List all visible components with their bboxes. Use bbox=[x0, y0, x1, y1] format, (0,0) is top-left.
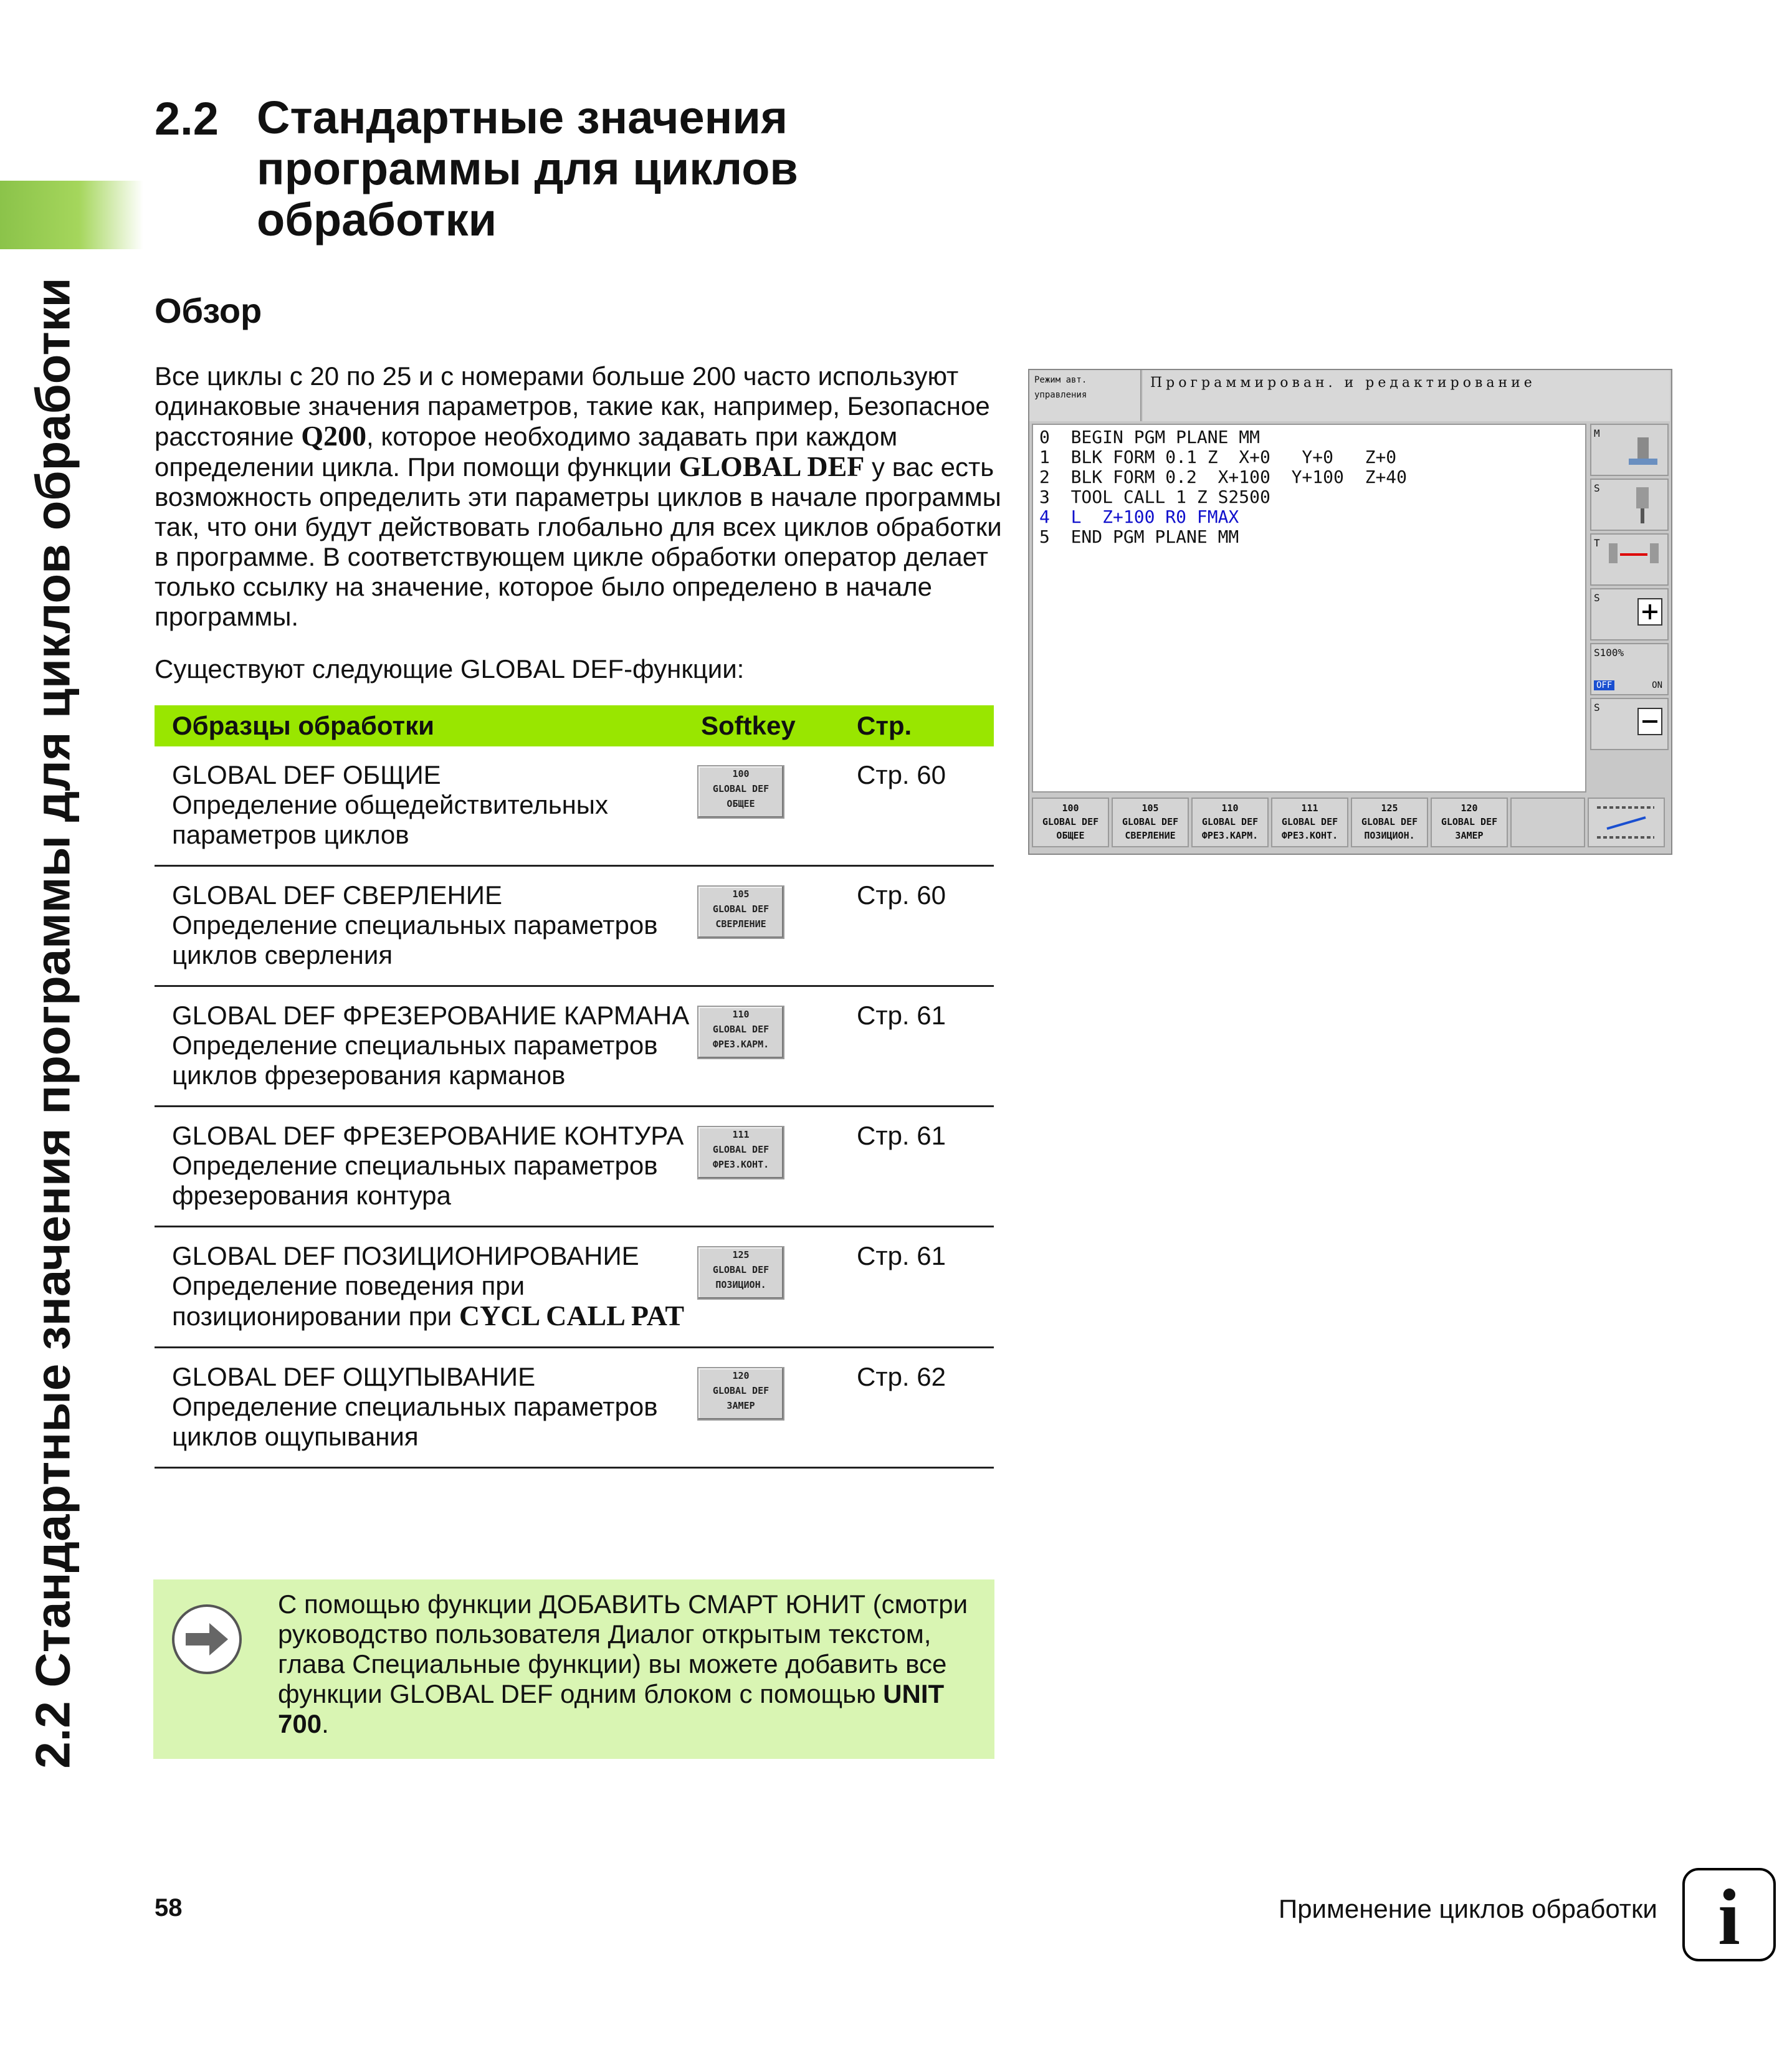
softkey-sub: ПОЗИЦИОН. bbox=[715, 1279, 766, 1290]
side-softkey-spindle-minus[interactable] bbox=[1590, 698, 1669, 750]
global-def-table bbox=[155, 705, 994, 1469]
row-title: GLOBAL DEF ФРЕЗЕРОВАНИЕ КАРМАНА bbox=[172, 1001, 690, 1030]
softkey-sub: СВЕРЛЕНИЕ bbox=[715, 918, 766, 930]
intro-q200: Q200 bbox=[301, 420, 367, 452]
row-desc: Определение общедействительных параметров циклов bbox=[172, 790, 608, 849]
softkey-label: GLOBAL DEF bbox=[712, 903, 770, 915]
softkey-cell bbox=[701, 986, 857, 1107]
note-box bbox=[153, 1579, 994, 1759]
softkey-label: GLOBAL DEF bbox=[712, 1144, 770, 1155]
softkey-cell bbox=[701, 746, 857, 866]
side-softkey-t[interactable] bbox=[1590, 533, 1669, 586]
subheading: Обзор bbox=[155, 291, 262, 330]
screen-softkey-general[interactable] bbox=[1032, 798, 1109, 847]
softkey-number: 120 bbox=[732, 1370, 750, 1381]
row-page-ref: Стр. 61 bbox=[857, 1227, 994, 1348]
row-desc: Определение специальных параметров циклов ощупывания bbox=[172, 1392, 658, 1451]
screen-softkey-next-row[interactable] bbox=[1588, 798, 1665, 847]
screen-side-softkeys bbox=[1590, 424, 1669, 791]
screen-mode-line1: Режим авт. bbox=[1034, 375, 1087, 385]
softkey-label: GLOBAL DEF bbox=[712, 1264, 770, 1275]
spindle-icon bbox=[1630, 485, 1655, 526]
side-softkey-letter: S bbox=[1594, 482, 1600, 494]
softkey-number: 105 bbox=[1141, 803, 1159, 814]
softkey-number: 125 bbox=[732, 1249, 750, 1260]
softkey-label: GLOBAL DEF bbox=[712, 1385, 770, 1396]
softkey-number: 111 bbox=[732, 1129, 750, 1140]
note-text-2: . bbox=[322, 1709, 329, 1738]
table-row bbox=[155, 1227, 994, 1348]
softkey-sub: ОБЩЕЕ bbox=[727, 798, 755, 809]
softkey-sub: ПОЗИЦИОН. bbox=[1364, 830, 1415, 841]
softkey-sub: ОБЩЕЕ bbox=[1056, 830, 1085, 841]
row-description bbox=[155, 1107, 701, 1227]
row-desc bbox=[172, 1271, 701, 1331]
softkey-cell bbox=[701, 1348, 857, 1468]
softkey-number: 105 bbox=[732, 888, 750, 900]
plus-icon bbox=[1637, 598, 1662, 626]
row-page-ref: Стр. 62 bbox=[857, 1348, 994, 1468]
tool-change-icon bbox=[1604, 541, 1664, 579]
program-line: 5 END PGM PLANE MM bbox=[1039, 526, 1239, 547]
row-title: GLOBAL DEF ПОЗИЦИОНИРОВАНИЕ bbox=[172, 1241, 639, 1270]
softkey-number: 100 bbox=[1062, 803, 1079, 814]
col-header-softkey: Softkey bbox=[701, 705, 857, 746]
side-softkey-override[interactable] bbox=[1590, 643, 1669, 695]
softkey-label: GLOBAL DEF bbox=[712, 1024, 770, 1035]
program-line: 1 BLK FORM 0.1 Z X+0 Y+0 Z+0 bbox=[1039, 447, 1397, 467]
row-title: GLOBAL DEF ОЩУПЫВАНИЕ bbox=[172, 1362, 536, 1391]
softkey-label: GLOBAL DEF bbox=[1201, 816, 1259, 827]
intro-text-1: Все циклы с 20 по 25 и с номерами больше 200 часто используют одинаковые значения параметров, такие как, например, Безопасное расстояние bbox=[155, 361, 990, 451]
section-title: Стандартные значения программы для циклов обработки bbox=[257, 92, 798, 245]
row-page-ref: Стр. 60 bbox=[857, 866, 994, 986]
intro-global-def: GLOBAL DEF bbox=[679, 450, 865, 482]
softkey-general-button[interactable] bbox=[697, 765, 784, 819]
row-desc-text: Определение поведения при позиционировании при bbox=[172, 1271, 525, 1331]
side-softkey-off: OFF bbox=[1594, 680, 1614, 690]
col-header-page: Стр. bbox=[857, 705, 994, 746]
side-softkey-letter: S bbox=[1594, 702, 1600, 713]
table-row bbox=[155, 1348, 994, 1468]
arrow-right-icon bbox=[172, 1604, 242, 1674]
info-icon bbox=[1682, 1868, 1776, 1961]
side-softkey-s[interactable] bbox=[1590, 479, 1669, 531]
note-unit: UNIT 700 bbox=[278, 1679, 945, 1738]
info-icon-glyph: i bbox=[1718, 1873, 1740, 1961]
softkey-cell bbox=[701, 1227, 857, 1348]
screen-mode-line2: управления bbox=[1034, 390, 1087, 400]
screen-softkey-bar bbox=[1032, 798, 1667, 850]
program-line: 0 BEGIN PGM PLANE MM bbox=[1039, 427, 1261, 447]
softkey-number: 110 bbox=[1221, 803, 1239, 814]
softkey-row-switch-icon bbox=[1592, 801, 1661, 845]
softkey-pocket-milling-button[interactable] bbox=[697, 1006, 784, 1059]
table-row bbox=[155, 986, 994, 1107]
row-description bbox=[155, 1348, 701, 1468]
softkey-probing-button[interactable] bbox=[697, 1367, 784, 1421]
screen-softkey-contour[interactable] bbox=[1271, 798, 1348, 847]
softkey-label: GLOBAL DEF bbox=[1281, 816, 1338, 827]
side-softkey-letter: S bbox=[1594, 592, 1600, 604]
softkey-cell bbox=[701, 1107, 857, 1227]
row-desc: Определение специальных параметров циклов сверления bbox=[172, 910, 658, 969]
machine-icon bbox=[1624, 434, 1661, 470]
softkey-label: GLOBAL DEF bbox=[1361, 816, 1418, 827]
row-desc: Определение специальных параметров фрезерования контура bbox=[172, 1151, 658, 1210]
softkey-sub: ФРЕЗ.КАРМ. bbox=[712, 1039, 770, 1050]
row-page-ref: Стр. 60 bbox=[857, 746, 994, 866]
table-header-row bbox=[155, 705, 994, 746]
cnc-screen bbox=[1028, 369, 1672, 855]
side-softkey-letter: S100% bbox=[1594, 647, 1624, 659]
note-text bbox=[278, 1589, 982, 1739]
row-desc: Определение специальных параметров циклов фрезерования карманов bbox=[172, 1031, 658, 1090]
row-title: GLOBAL DEF СВЕРЛЕНИЕ bbox=[172, 880, 502, 910]
softkey-number: 120 bbox=[1461, 803, 1478, 814]
program-line: 2 BLK FORM 0.2 X+100 Y+100 Z+40 bbox=[1039, 467, 1408, 487]
softkey-positioning-button[interactable] bbox=[697, 1246, 784, 1300]
softkey-number: 125 bbox=[1381, 803, 1398, 814]
softkey-sub: ФРЕЗ.КАРМ. bbox=[1201, 830, 1259, 841]
program-line-active: 4 L Z+100 R0 FMAX bbox=[1039, 507, 1239, 527]
softkey-label: GLOBAL DEF bbox=[1122, 816, 1179, 827]
program-line: 3 TOOL CALL 1 Z S2500 bbox=[1039, 487, 1270, 507]
softkey-sub: ЗАМЕР bbox=[1455, 830, 1484, 841]
row-title: GLOBAL DEF ОБЩИЕ bbox=[172, 760, 441, 789]
row-page-ref: Стр. 61 bbox=[857, 986, 994, 1107]
screen-softkey-positioning[interactable] bbox=[1351, 798, 1428, 847]
footer-chapter: Применение циклов обработки bbox=[1279, 1894, 1657, 1923]
screen-softkey-empty bbox=[1510, 798, 1585, 847]
row-page-ref: Стр. 61 bbox=[857, 1107, 994, 1227]
side-softkey-letter: M bbox=[1594, 427, 1600, 439]
softkey-label: GLOBAL DEF bbox=[1441, 816, 1498, 827]
section-number: 2.2 bbox=[155, 93, 219, 145]
softkey-sub: СВЕРЛЕНИЕ bbox=[1125, 830, 1176, 841]
screen-softkey-probing[interactable] bbox=[1431, 798, 1508, 847]
row-description bbox=[155, 866, 701, 986]
program-listing[interactable] bbox=[1032, 424, 1586, 793]
row-description bbox=[155, 746, 701, 866]
side-softkey-on: ON bbox=[1652, 680, 1662, 690]
note-text-1: С помощью функции ДОБАВИТЬ СМАРТ ЮНИТ (смотри руководство пользователя Диалог открытым текстом, глава Специальные функции) вы можете добавить все функции GLOBAL DEF одним блоком с помощью bbox=[278, 1589, 968, 1708]
table-row bbox=[155, 866, 994, 986]
softkey-label: GLOBAL DEF bbox=[712, 783, 770, 794]
row-title: GLOBAL DEF ФРЕЗЕРОВАНИЕ КОНТУРА bbox=[172, 1121, 684, 1150]
softkey-number: 100 bbox=[732, 768, 750, 779]
side-chapter-title-text: 2.2 Стандартные значения программы для циклов обработки bbox=[25, 277, 80, 1769]
intro-paragraph bbox=[155, 361, 1002, 632]
softkey-number: 110 bbox=[732, 1009, 750, 1020]
softkey-drilling-button[interactable] bbox=[697, 885, 784, 939]
softkey-sub: ЗАМЕР bbox=[727, 1400, 755, 1411]
row-description bbox=[155, 986, 701, 1107]
row-desc-bold: CYCL CALL PAT bbox=[459, 1300, 685, 1331]
side-softkey-letter: T bbox=[1594, 537, 1600, 549]
screen-softkey-pocket[interactable] bbox=[1191, 798, 1269, 847]
softkey-cell bbox=[701, 866, 857, 986]
softkey-number: 111 bbox=[1301, 803, 1318, 814]
intro-text-2: , которое необходимо задавать при каждом определении цикла. При помощи функции bbox=[155, 422, 898, 482]
table-row bbox=[155, 746, 994, 866]
softkey-contour-milling-button[interactable] bbox=[697, 1126, 784, 1179]
row-description bbox=[155, 1227, 701, 1348]
side-softkey-m[interactable] bbox=[1590, 424, 1669, 476]
softkey-label: GLOBAL DEF bbox=[1042, 816, 1099, 827]
screen-softkey-drilling[interactable] bbox=[1112, 798, 1189, 847]
minus-icon bbox=[1637, 708, 1662, 735]
page-number: 58 bbox=[155, 1894, 183, 1922]
side-softkey-spindle-plus[interactable] bbox=[1590, 588, 1669, 641]
intro-text-3: у вас есть возможность определить эти параметры циклов в начале программы так, что они будут действовать глобально для всех циклов обработки в программе. В соответствующем цикле обработки оператор делает только ссылку на значение, которое было определено в начале программы. bbox=[155, 452, 1002, 631]
screen-mode-label bbox=[1029, 370, 1141, 421]
table-row bbox=[155, 1107, 994, 1227]
intro-paragraph-2: Существуют следующие GLOBAL DEF-функции: bbox=[155, 654, 745, 683]
softkey-sub: ФРЕЗ.КОНТ. bbox=[712, 1159, 770, 1170]
side-tab-marker bbox=[0, 181, 143, 249]
col-header-pattern: Образцы обработки bbox=[155, 705, 701, 746]
softkey-sub: ФРЕЗ.КОНТ. bbox=[1281, 830, 1338, 841]
screen-header: Программирован. и редактирование bbox=[1143, 370, 1670, 421]
